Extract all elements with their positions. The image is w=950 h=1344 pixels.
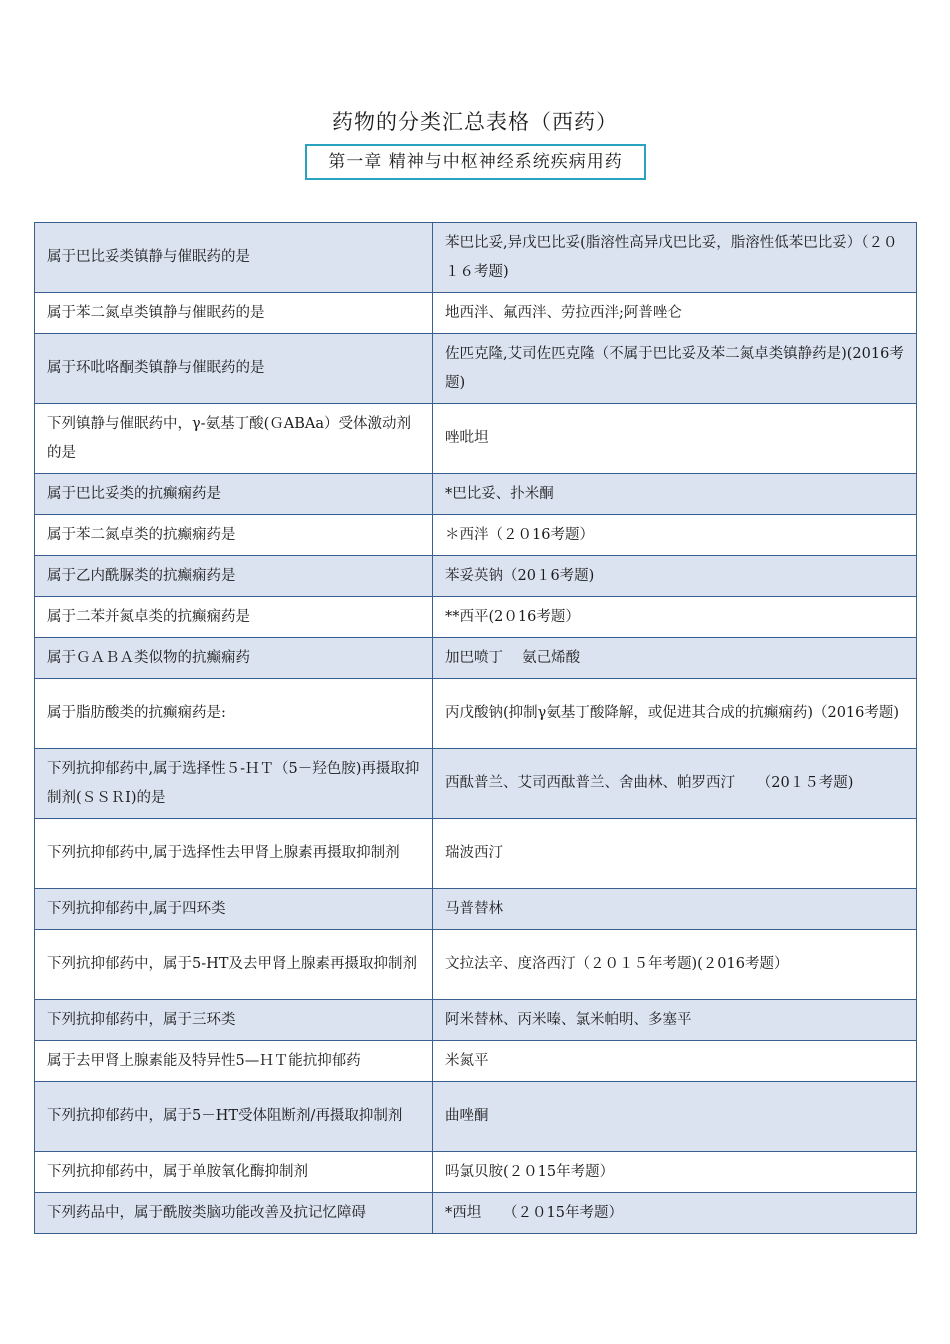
- answer-cell: 丙戊酸钠(抑制γ氨基丁酸降解，或促进其合成的抗癫痫药)（2016考题): [433, 679, 917, 749]
- answer-cell: 苯妥英钠（20１6考题): [433, 556, 917, 597]
- question-cell: 下列抗抑郁药中，属于三环类: [35, 1000, 433, 1041]
- answer-cell: 佐匹克隆,艾司佐匹克隆（不属于巴比妥及苯二氮卓类镇静药是)(2016考题): [433, 334, 917, 404]
- question-cell: 下列抗抑郁药中,属于四环类: [35, 889, 433, 930]
- answer-cell: 米氮平: [433, 1041, 917, 1082]
- table-row: [35, 404, 917, 474]
- answer-cell: 吗氯贝胺(２０15年考题）: [433, 1152, 917, 1193]
- table-row: [35, 293, 917, 334]
- question-cell: 属于苯二氮卓类镇静与催眠药的是: [35, 293, 433, 334]
- table-row: [35, 223, 917, 293]
- table-row: [35, 597, 917, 638]
- answer-cell: 马普替林: [433, 889, 917, 930]
- question-cell: 下列抗抑郁药中，属于5－HT受体阻断剂/再摄取抑制剂: [35, 1082, 433, 1152]
- drug-classification-table: [34, 222, 917, 1234]
- table-row: [35, 515, 917, 556]
- answer-cell: *巴比妥、扑米酮: [433, 474, 917, 515]
- chapter-heading: 第一章 精神与中枢神经系统疾病用药: [305, 144, 646, 180]
- table-row: [35, 1000, 917, 1041]
- table-row: [35, 334, 917, 404]
- table-row: [35, 930, 917, 1000]
- table-row: [35, 1041, 917, 1082]
- question-cell: 属于巴比妥类镇静与催眠药的是: [35, 223, 433, 293]
- question-cell: 下列抗抑郁药中，属于单胺氧化酶抑制剂: [35, 1152, 433, 1193]
- table-row: [35, 1082, 917, 1152]
- table-row: [35, 889, 917, 930]
- table-row: [35, 819, 917, 889]
- answer-cell: 苯巴比妥,异戊巴比妥(脂溶性高异戊巴比妥，脂溶性低苯巴比妥）（２０１６考题): [433, 223, 917, 293]
- table-row: [35, 638, 917, 679]
- table-row: [35, 679, 917, 749]
- document-title: 药物的分类汇总表格（西药）: [332, 110, 618, 134]
- question-cell: 属于去甲肾上腺素能及特异性5—ＨＴ能抗抑郁药: [35, 1041, 433, 1082]
- table-row: [35, 474, 917, 515]
- table-row: [35, 1152, 917, 1193]
- answer-cell: 唑吡坦: [433, 404, 917, 474]
- question-cell: 下列镇静与催眠药中，γ-氨基丁酸(ＧABAa）受体激动剂的是: [35, 404, 433, 474]
- answer-cell: 瑞波西汀: [433, 819, 917, 889]
- answer-cell: 阿米替林、丙米嗪、氯米帕明、多塞平: [433, 1000, 917, 1041]
- answer-cell: **西平(2０16考题）: [433, 597, 917, 638]
- question-cell: 属于环吡咯酮类镇静与催眠药的是: [35, 334, 433, 404]
- question-cell: 下列抗抑郁药中,属于选择性５-ＨＴ（5－羟色胺)再摄取抑制剂(ＳＳＲI)的是: [35, 749, 433, 819]
- question-cell: 下列药品中，属于酰胺类脑功能改善及抗记忆障碍: [35, 1193, 433, 1234]
- question-cell: 属于乙内酰脲类的抗癫痫药是: [35, 556, 433, 597]
- question-cell: 属于脂肪酸类的抗癫痫药是:: [35, 679, 433, 749]
- answer-cell: *西坦 （２０15年考题）: [433, 1193, 917, 1234]
- table-row: [35, 1193, 917, 1234]
- answer-cell: 文拉法辛、度洛西汀（２０１５年考题)(２016考题）: [433, 930, 917, 1000]
- question-cell: 属于巴比妥类的抗癫痫药是: [35, 474, 433, 515]
- question-cell: 属于ＧＡＢＡ类似物的抗癫痫药: [35, 638, 433, 679]
- answer-cell: 地西泮、氟西泮、劳拉西泮;阿普唑仑: [433, 293, 917, 334]
- table-row: [35, 749, 917, 819]
- answer-cell: 西酞普兰、艾司西酞普兰、舍曲林、帕罗西汀 （20１５考题): [433, 749, 917, 819]
- answer-cell: 曲唑酮: [433, 1082, 917, 1152]
- question-cell: 下列抗抑郁药中,属于选择性去甲肾上腺素再摄取抑制剂: [35, 819, 433, 889]
- answer-cell: ＊西泮（２０16考题）: [433, 515, 917, 556]
- question-cell: 属于苯二氮卓类的抗癫痫药是: [35, 515, 433, 556]
- answer-cell: 加巴喷丁 氨己烯酸: [433, 638, 917, 679]
- table-body: [35, 223, 917, 1234]
- question-cell: 下列抗抑郁药中，属于5-HT及去甲肾上腺素再摄取抑制剂: [35, 930, 433, 1000]
- question-cell: 属于二苯并氮卓类的抗癫痫药是: [35, 597, 433, 638]
- table-row: [35, 556, 917, 597]
